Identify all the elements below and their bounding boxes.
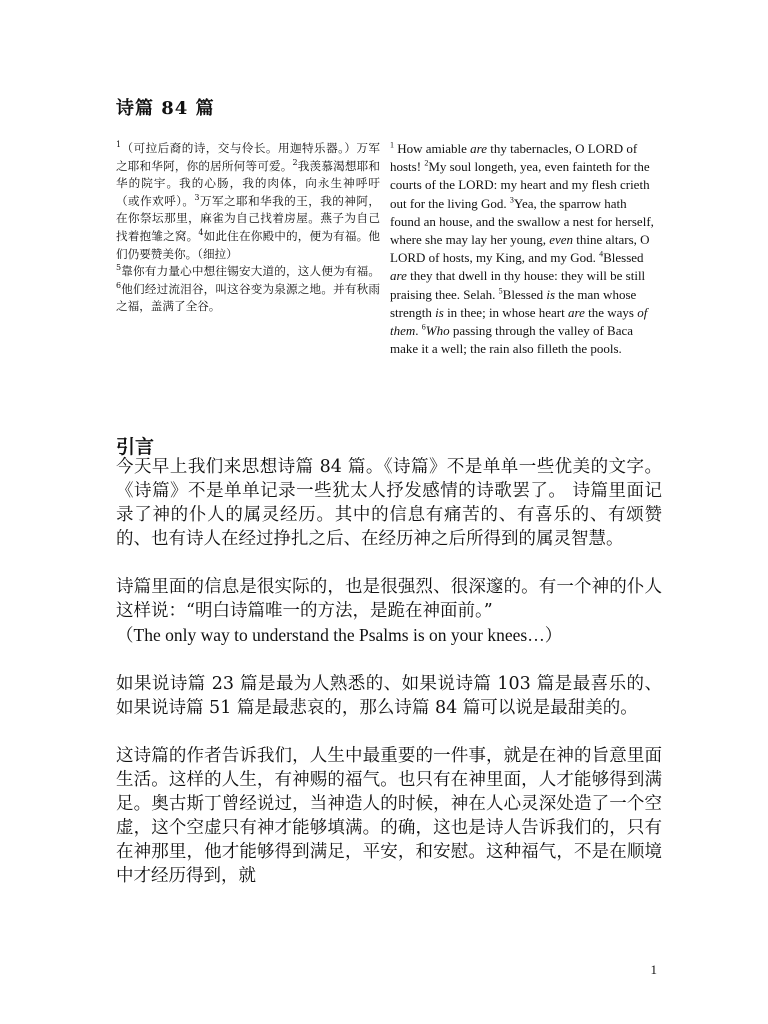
verse-text: 万军之耶和华我的王，我的神阿，在你祭坛那里，麻雀为自己找着房屋。燕子为自己找着抱雏之窝。 [116,193,380,243]
italic-word: are [568,304,585,320]
italic-word: are [390,268,407,284]
english-quote: （The only way to understand the Psalms is on your knees…） [116,625,563,645]
verse-number: 4 [198,228,204,238]
paragraph [116,575,662,648]
verse-number: 2 [424,158,429,168]
verse-text: Yea, the sparrow hath found an house, and the swallow a nest for herself, where she may lay her young, [390,195,654,248]
page-title: 诗篇 84 篇 [116,98,215,119]
verse-number: 6 [421,322,426,332]
verse-number: 6 [116,280,122,290]
italic-word: is [546,286,556,302]
verse-text: 他们经过流泪谷，叫这谷变为泉源之地。并有秋雨之福，盖满了全谷。 [116,281,380,314]
verse-text: Blessed [603,250,644,266]
paragraph: 如果说诗篇 23 篇是最为人熟悉的、如果说诗篇 103 篇是最喜乐的、如果说诗篇 51 篇是最悲哀的，那么诗篇 84 篇可以说是最甜美的。 [116,674,662,718]
italic-word: even [549,232,574,248]
italic-word: is [435,304,444,320]
paragraph-text: 诗篇里面的信息是很实际的，也是很强烈、很深邃的。有一个神的仆人这样说：“明白诗篇唯一的方法，是跪在神面前。” [116,577,662,621]
verse-number: 2 [292,157,298,167]
verse-text: they that dwell in thy house: they will be still praising thee. Selah. [390,268,646,302]
verse-number: 3 [509,195,514,205]
italic-word: of them [390,304,648,339]
verse-text: thy tabernacles, O LORD of hosts! [390,141,638,175]
verse-text: 靠你有力量心中想往锡安大道的，这人便为有福。 [121,264,380,279]
verse-text: thine altars, O LORD of hosts, my King, and my God. [390,232,650,266]
verse-number: 1 [390,140,394,150]
verse-text: （可拉后裔的诗，交与伶长。用迦特乐器。）万军之耶和华阿，你的居所何等可爱。 [116,141,380,173]
verse-text: Blessed [502,286,547,302]
verse-text: 我羡慕渴想耶和华的院宇。我的心肠，我的肉体，向永生神呼吁（或作欢呼）。 [116,158,380,208]
verse-text: My soul longeth, yea, even fainteth for the courts of the LORD: my heart and my flesh crieth out for the living God. [390,159,650,211]
verse-text: How amiable [394,141,471,156]
verse-text: 如此住在你殿中的，便为有福。他们仍要赞美你。（细拉） [116,228,380,261]
chinese-scripture-column [116,140,380,316]
italic-word: Who [425,323,450,339]
verse-number: 5 [498,286,503,296]
verse-number: 5 [116,263,122,273]
section-heading: 引言 [116,436,155,458]
body-text [116,455,662,912]
verse-number: 3 [194,192,200,202]
english-verses [390,140,660,358]
verse-text: the ways [584,304,638,320]
verse-text: in thee; in whose heart [443,304,568,320]
verse-text: the man whose strength [390,286,637,320]
verse-number: 1 [116,140,122,150]
paragraph: 今天早上我们来思想诗篇 84 篇。《诗篇》不是单单一些优美的文字。《诗篇》不是单单记录一些犹太人抒发感情的诗歌罢了。 诗篇里面记录了神的仆人的属灵经历。其中的信息有痛苦的、有喜乐的、有颂赞的、也有诗人在经过挣扎之后、在经历神之后所得到的属灵智慧。 [116,457,662,549]
page-number: 1 [650,962,657,977]
chinese-verses [116,140,380,316]
verse-text: passing through the valley of Baca make it a well; the rain also filleth the pools. [390,323,634,357]
italic-word: are [470,141,488,156]
paragraph: 这诗篇的作者告诉我们，人生中最重要的一件事，就是在神的旨意里面生活。这样的人生，有神赐的福气。也只有在神里面，人才能够得到满足。奥古斯丁曾经说过，当神造人的时候，神在人心灵深处造了一个空虚，这个空虚只有神才能够填满。的确，这也是诗人告诉我们的，只有在神那里，他才能够得到满足，平安，和安慰。这种福气，不是在顺境中才经历得到，就 [116,746,662,886]
verse-number: 4 [599,249,604,259]
english-scripture-column [390,140,660,358]
verse-text: . [415,323,422,339]
